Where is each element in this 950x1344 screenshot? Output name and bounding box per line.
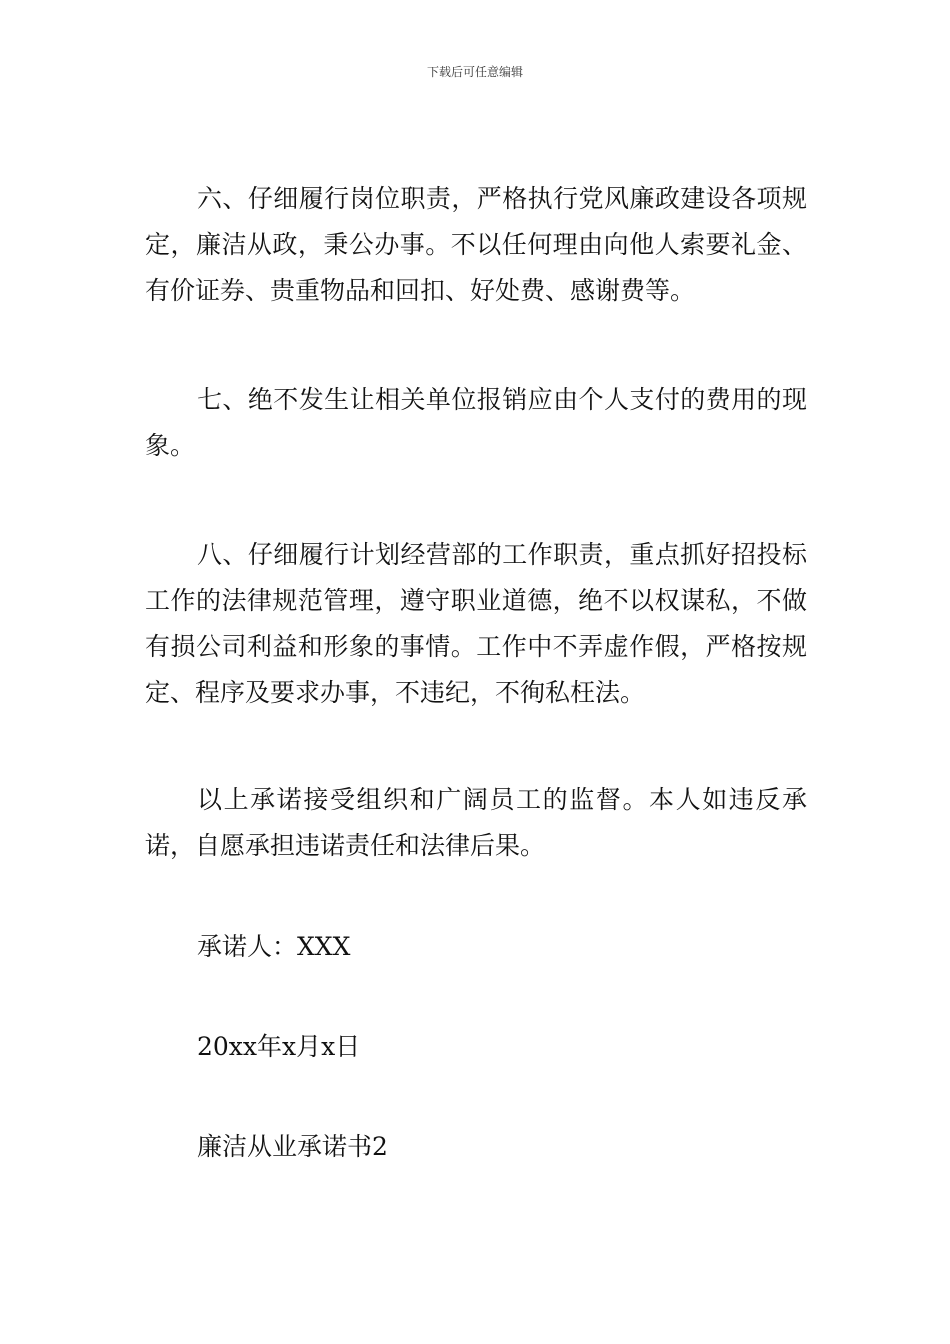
paragraph-item-6: 六、仔细履行岗位职责，严格执行党风廉政建设各项规定，廉洁从政，秉公办事。不以任何理由向他人索要礼金、有价证券、贵重物品和回扣、好处费、感谢费等。 — [145, 184, 807, 305]
paragraph-item-7: 七、绝不发生让相关单位报销应由个人支付的费用的现象。 — [145, 385, 807, 460]
next-document-title: 廉洁从业承诺书2 — [197, 1132, 388, 1161]
date-line: 20xx年x月x日 — [197, 1032, 361, 1061]
signer-line: 承诺人：XXX — [197, 932, 351, 961]
paragraph-item-8: 八、仔细履行计划经营部的工作职责，重点抓好招投标工作的法律规范管理，遵守职业道德，绝不以权谋私，不做有损公司利益和形象的事情。工作中不弄虚作假，严格按规定、程序及要求办事，不违纪，不徇私枉法。 — [145, 540, 807, 707]
page-header: 下载后可任意编辑 — [426, 65, 523, 79]
paragraph-commitment-statement: 以上承诺接受组织和广阔员工的监督。本人如违反承诺，自愿承担违诺责任和法律后果。 — [145, 785, 807, 860]
